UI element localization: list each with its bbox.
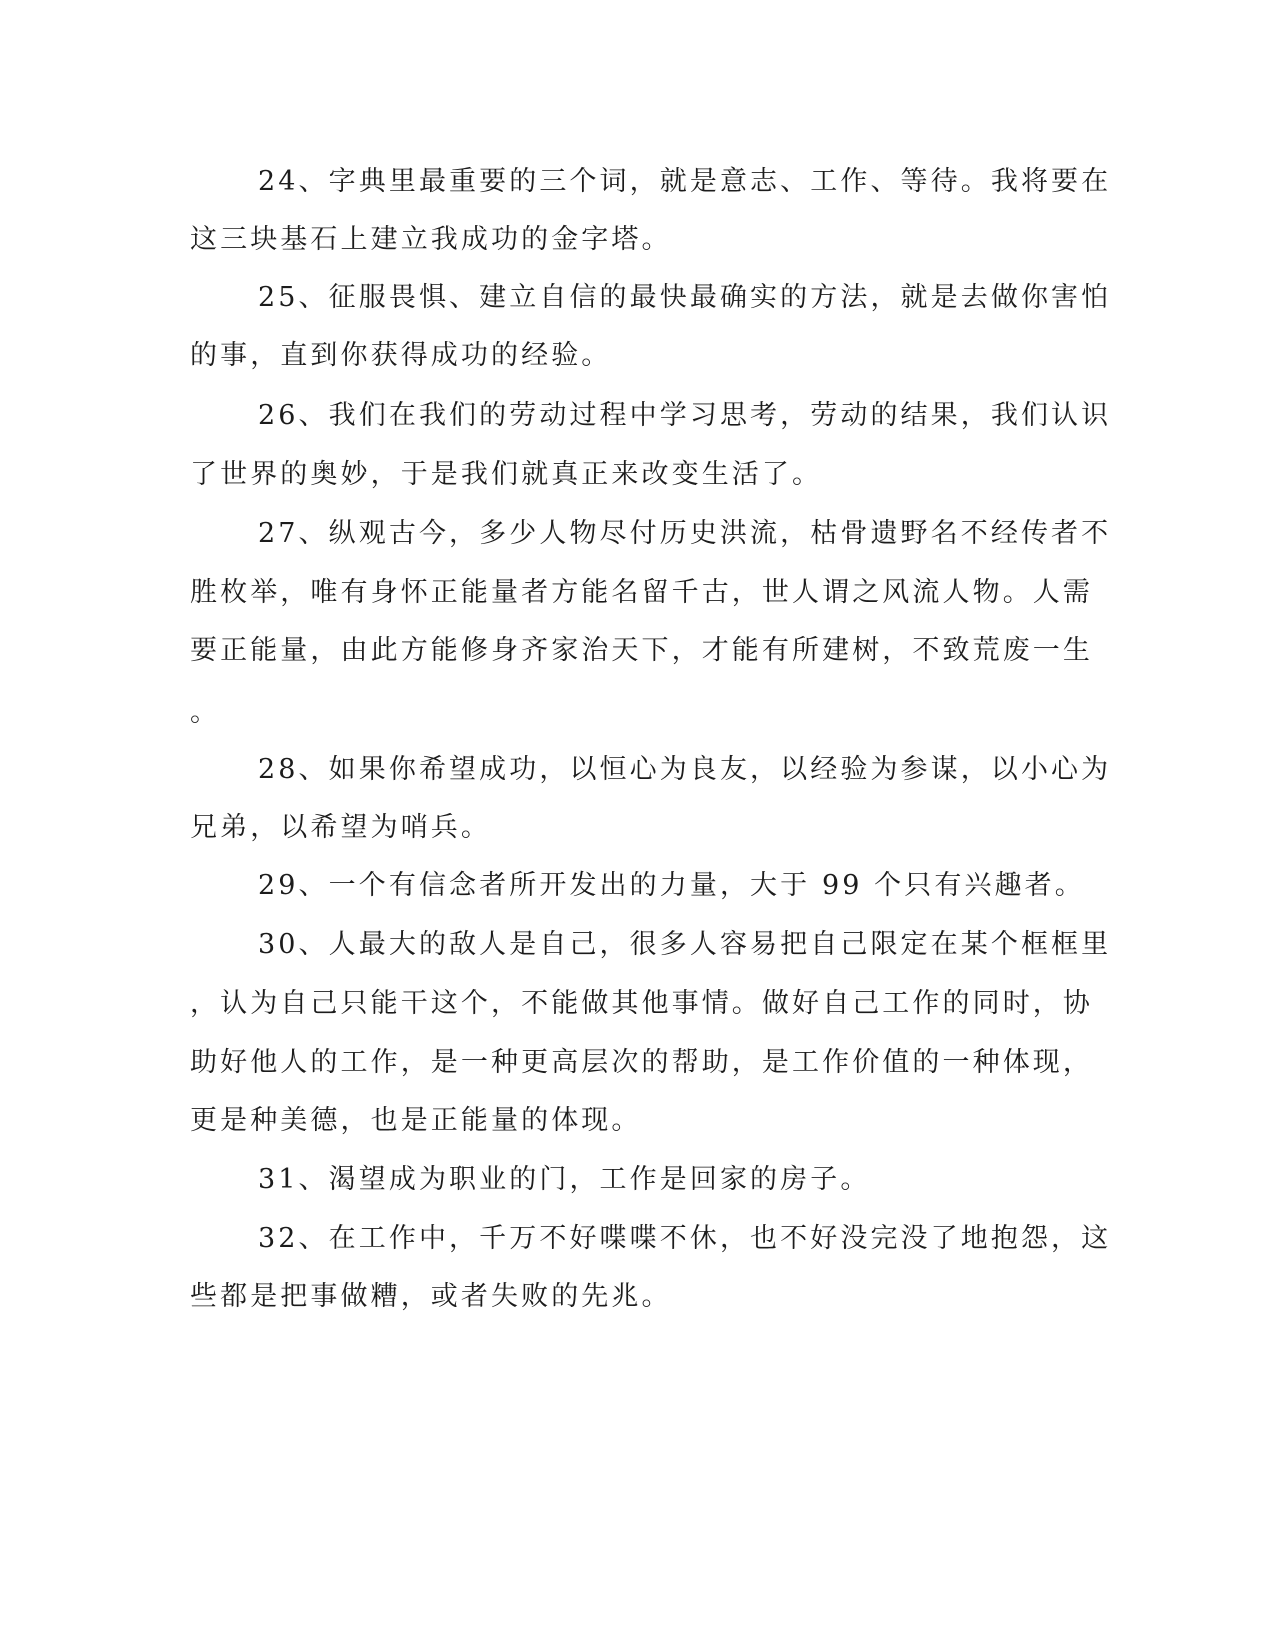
- paragraph-31-line-1: 31、渴望成为职业的门，工作是回家的房子。: [258, 1164, 871, 1195]
- paragraph-29-line-1: 29、一个有信念者所开发出的力量，大于 99 个只有兴趣者。: [258, 870, 1085, 901]
- paragraph-27-line-3: 要正能量，由此方能修身齐家治天下，才能有所建树，不致荒废一生: [190, 635, 1093, 666]
- paragraph-25-line-2: 的事，直到你获得成功的经验。: [190, 340, 612, 371]
- paragraph-28-line-1: 28、如果你希望成功，以恒心为良友，以经验为参谋，以小心为: [258, 754, 1112, 785]
- paragraph-30-line-3: 助好他人的工作，是一种更高层次的帮助，是工作价值的一种体现，: [190, 1047, 1093, 1078]
- paragraph-32-line-1: 32、在工作中，千万不好喋喋不休，也不好没完没了地抱怨，这: [258, 1223, 1112, 1254]
- paragraph-30-line-1: 30、人最大的敌人是自己，很多人容易把自己限定在某个框框里: [258, 929, 1112, 960]
- paragraph-27-line-1: 27、纵观古今，多少人物尽付历史洪流，枯骨遗野名不经传者不: [258, 518, 1112, 549]
- paragraph-28-line-2: 兄弟，以希望为哨兵。: [190, 812, 491, 843]
- paragraph-26-line-1: 26、我们在我们的劳动过程中学习思考，劳动的结果，我们认识: [258, 400, 1112, 431]
- paragraph-24-line-2: 这三块基石上建立我成功的金字塔。: [190, 224, 672, 255]
- paragraph-32-line-2: 些都是把事做糟，或者失败的先兆。: [190, 1281, 672, 1312]
- paragraph-30-line-4: 更是种美德，也是正能量的体现。: [190, 1105, 642, 1136]
- paragraph-24-line-1: 24、字典里最重要的三个词，就是意志、工作、等待。我将要在: [258, 166, 1112, 197]
- paragraph-27-line-2: 胜枚举，唯有身怀正能量者方能名留千古，世人谓之风流人物。人需: [190, 577, 1093, 608]
- paragraph-30-line-2: ，认为自己只能干这个，不能做其他事情。做好自己工作的同时，协: [190, 988, 1093, 1019]
- paragraph-27-line-4: 。: [190, 697, 221, 728]
- paragraph-25-line-1: 25、征服畏惧、建立自信的最快最确实的方法，就是去做你害怕: [258, 282, 1112, 313]
- paragraph-26-line-2: 了世界的奥妙，于是我们就真正来改变生活了。: [190, 459, 823, 490]
